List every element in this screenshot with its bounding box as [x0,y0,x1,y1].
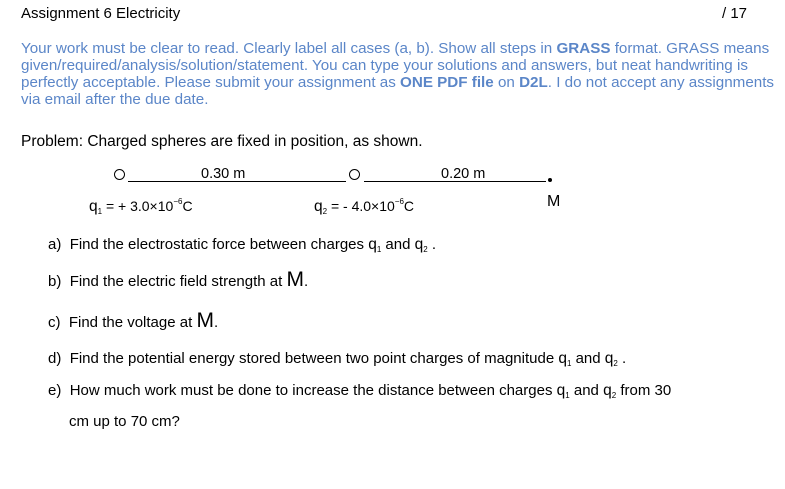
instructions-text: . I do not accept any assignments via email after the due date. [21,74,775,108]
assignment-title: Assignment 6 Electricity [21,5,181,22]
instructions-text: format. GRASS means given/required/analysis/solution/statement. You can type your solutions and answers, but neat handwriting is perfectly acceptable. Please submit your assignment as [21,40,770,91]
instructions-text: on [493,74,520,91]
period: . [213,314,219,331]
distance-1-label: 0.30 m [201,166,246,182]
question-d-label: d) [48,350,62,367]
q1-value: = + 3.0×10 [102,198,174,214]
q2-symbol: q [604,350,614,367]
sphere-q2-icon [349,169,360,180]
question-d-text: Find the potential energy stored between two point charges of magnitude [69,350,559,367]
q2-symbol: q [414,236,424,253]
q1-symbol: q [558,350,567,367]
question-d [48,350,626,368]
q1-subscript: 1 [376,245,382,254]
point-m-icon [548,178,552,182]
q2-subscript: 2 [613,359,618,368]
question-e-end: from 30 [616,382,672,399]
q1-subscript: 1 [566,359,572,368]
q2-unit: C [403,198,415,214]
point-m-label: M [547,193,561,210]
distance-2-label: 0.20 m [441,166,486,182]
question-b-label: b) [48,273,62,290]
period: . [617,350,627,367]
question-a-label: a) [48,236,62,253]
q2-label [314,197,414,216]
question-a [48,236,436,254]
question-b-text: Find the electric field strength at [69,273,287,290]
q2-symbol: q [314,198,323,215]
grass-keyword: GRASS [556,40,611,57]
point-m-ref: M [196,309,214,332]
q1-subscript: 1 [97,207,103,216]
q1-symbol: q [556,382,566,399]
point-m-ref: M [286,268,304,291]
question-e-label: e) [48,382,62,399]
q1-unit: C [182,198,193,214]
q2-value: = - 4.0×10 [327,198,395,214]
question-e [48,382,671,400]
period: . [303,273,309,290]
q2-subscript: 2 [322,207,328,216]
sphere-q1-icon [114,169,125,180]
q1-subscript: 1 [565,391,570,400]
pdf-keyword: ONE PDF file [400,74,494,91]
question-a-text: Find the electrostatic force between charges [69,236,369,253]
q2-subscript: 2 [423,245,428,254]
q1-label [89,197,193,216]
instructions-text: Your work must be clear to read. Clearly label all cases (a, b). Show all steps in [21,40,557,57]
question-c [48,309,218,333]
total-marks: / 17 [722,5,748,22]
question-b [48,268,308,292]
q1-symbol: q [368,236,377,253]
q2-symbol: q [603,382,612,399]
conjunction: and [381,236,415,253]
question-c-text: Find the voltage at [68,314,197,331]
conjunction: and [571,350,605,367]
q1-symbol: q [89,198,98,215]
period: . [427,236,437,253]
question-e-line2: cm up to 70 cm? [69,413,180,430]
conjunction: and [569,382,604,399]
question-c-label: c) [48,314,61,331]
q1-exponent: −6 [173,197,183,206]
question-e-text: How much work must be done to increase the distance between charges [69,382,557,399]
q2-exponent: −6 [394,197,404,206]
instructions [21,40,781,108]
q2-subscript: 2 [611,391,617,400]
d2l-keyword: D2L [519,74,548,91]
problem-statement: Problem: Charged spheres are fixed in position, as shown. [21,133,423,150]
